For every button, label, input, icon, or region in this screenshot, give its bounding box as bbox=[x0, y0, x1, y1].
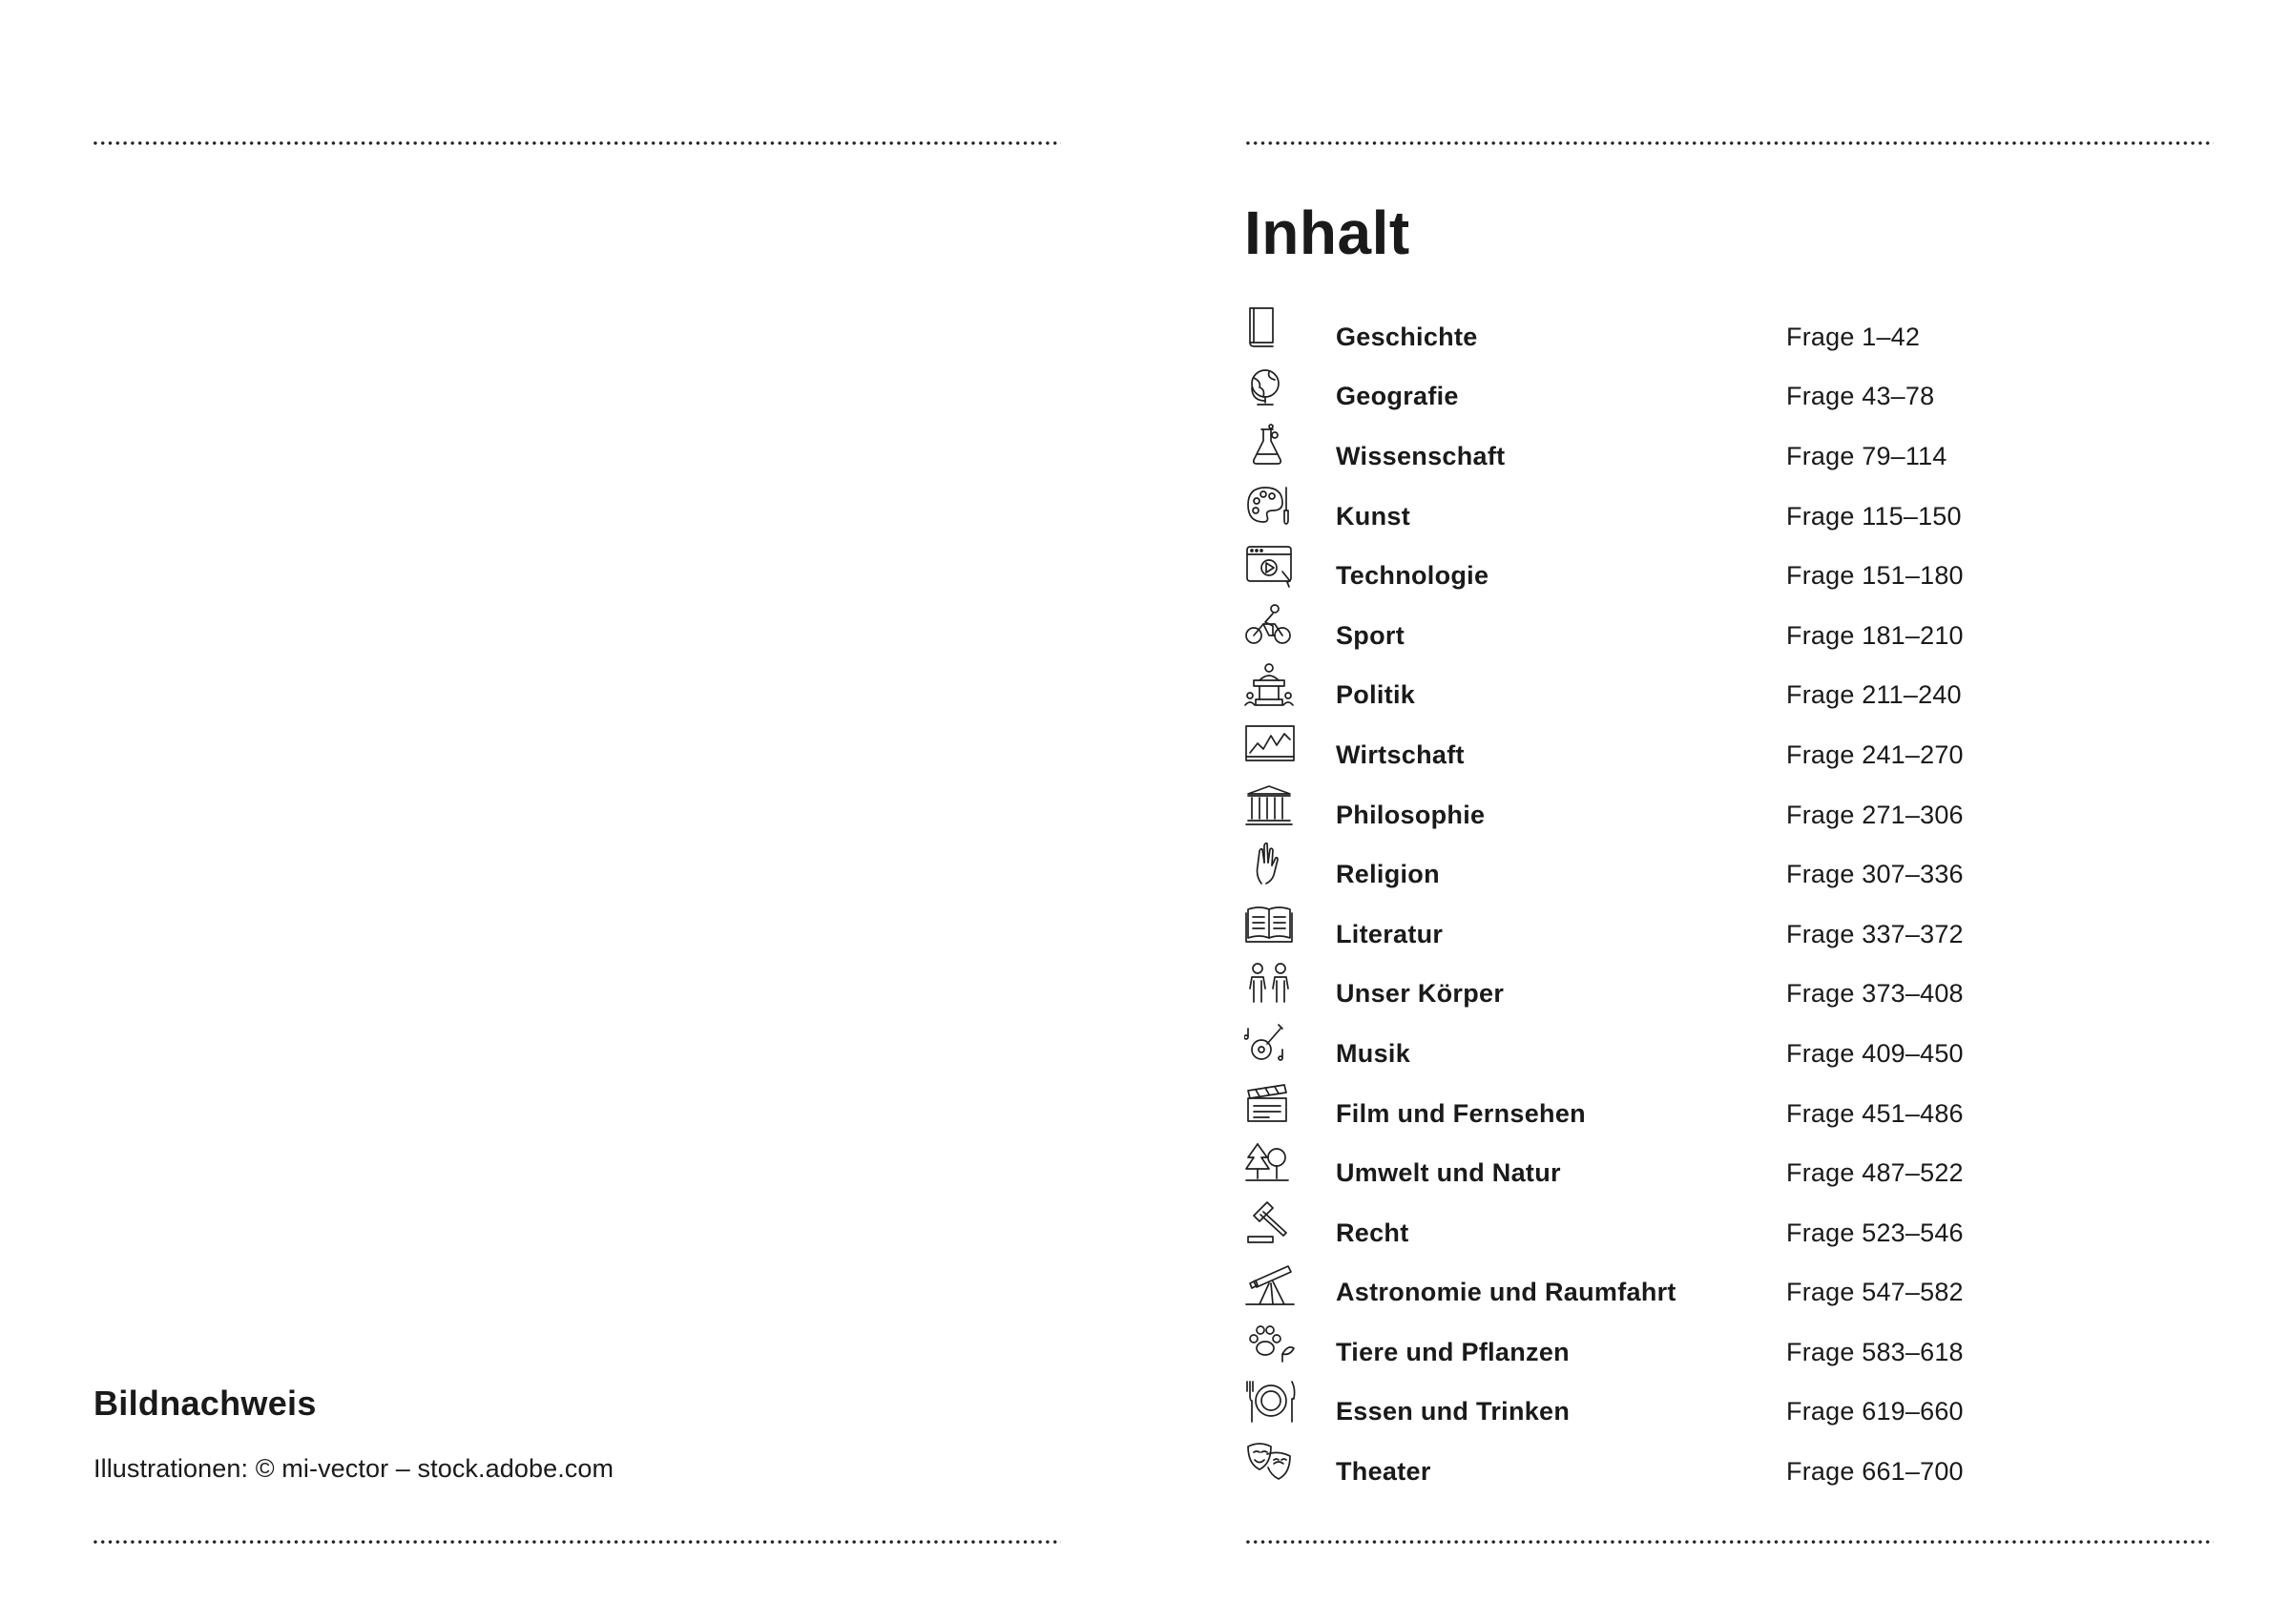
toc-entry-label: Wissenschaft bbox=[1336, 441, 1506, 470]
flask-icon bbox=[1244, 421, 1336, 481]
image-credits-text: Illustrationen: © mi-vector – stock.adobe.com bbox=[94, 1454, 614, 1483]
toc-entry-musik bbox=[1244, 1018, 2214, 1078]
telescope-icon bbox=[1244, 1258, 1336, 1318]
toc-entry-label: Astronomie und Raumfahrt bbox=[1336, 1278, 1676, 1307]
toc-entry-umwelt-und-natur bbox=[1244, 1137, 2214, 1197]
toc-entry-range: Frage 1–42 bbox=[1786, 322, 1921, 351]
toc-entry-label: Recht bbox=[1336, 1218, 1409, 1247]
stock-chart-icon bbox=[1244, 719, 1336, 780]
toc-entry-label: Umwelt und Natur bbox=[1336, 1158, 1561, 1188]
dotted-divider-bottom bbox=[1244, 1540, 2214, 1544]
trees-icon bbox=[1244, 1137, 1336, 1197]
toc-entry-range: Frage 79–114 bbox=[1786, 441, 1947, 470]
temple-icon bbox=[1244, 780, 1336, 840]
toc-entry-range: Frage 43–78 bbox=[1786, 382, 1935, 411]
toc-entry-range: Frage 337–372 bbox=[1786, 919, 1964, 948]
toc-entry-geografie bbox=[1244, 362, 2214, 422]
toc-entry-label: Film und Fernsehen bbox=[1336, 1098, 1586, 1128]
toc-entry-literatur bbox=[1244, 899, 2214, 959]
toc-entry-label: Sport bbox=[1336, 620, 1405, 650]
toc-entry-range: Frage 487–522 bbox=[1786, 1158, 1964, 1188]
toc-entry-range: Frage 211–240 bbox=[1786, 680, 1962, 710]
human-figures-icon bbox=[1244, 959, 1336, 1019]
toc-list bbox=[1244, 302, 2214, 1496]
toc-entry-range: Frage 619–660 bbox=[1786, 1397, 1964, 1426]
toc-entry-kunst bbox=[1244, 481, 2214, 541]
toc-entry-geschichte bbox=[1244, 302, 2214, 362]
podium-speaker-icon bbox=[1244, 660, 1336, 720]
toc-entry-label: Technologie bbox=[1336, 561, 1489, 591]
toc-entry-range: Frage 661–700 bbox=[1786, 1457, 1964, 1487]
toc-entry-politik bbox=[1244, 660, 2214, 720]
toc-entry-theater bbox=[1244, 1436, 2214, 1496]
toc-entry-technologie bbox=[1244, 540, 2214, 600]
dotted-divider-bottom bbox=[92, 1540, 1061, 1544]
toc-entry-range: Frage 451–486 bbox=[1786, 1098, 1964, 1128]
toc-entry-range: Frage 523–546 bbox=[1786, 1218, 1964, 1247]
toc-entry-range: Frage 181–210 bbox=[1786, 620, 1964, 650]
toc-entry-recht bbox=[1244, 1197, 2214, 1258]
toc-entry-label: Geografie bbox=[1336, 382, 1459, 411]
toc-entry-label: Unser Körper bbox=[1336, 979, 1505, 1009]
toc-entry-astronomie-und-raumfahrt bbox=[1244, 1258, 2214, 1318]
toc-entry-essen-und-trinken bbox=[1244, 1377, 2214, 1437]
palette-icon bbox=[1244, 481, 1336, 541]
toc-entry-label: Philosophie bbox=[1336, 800, 1486, 829]
toc-entry-range: Frage 115–150 bbox=[1786, 501, 1962, 531]
toc-entry-religion bbox=[1244, 839, 2214, 899]
toc-entry-label: Wirtschaft bbox=[1336, 739, 1465, 769]
toc-entry-label: Kunst bbox=[1336, 501, 1410, 531]
toc-entry-philosophie bbox=[1244, 780, 2214, 840]
theater-masks-icon bbox=[1244, 1436, 1336, 1496]
toc-entry-label: Religion bbox=[1336, 860, 1440, 889]
gavel-icon bbox=[1244, 1197, 1336, 1258]
toc-entry-label: Tiere und Pflanzen bbox=[1336, 1337, 1570, 1366]
toc-entry-label: Politik bbox=[1336, 680, 1416, 710]
toc-entry-range: Frage 307–336 bbox=[1786, 860, 1964, 889]
image-credits-heading: Bildnachweis bbox=[94, 1384, 317, 1423]
book-icon bbox=[1244, 302, 1336, 362]
toc-entry-label: Geschichte bbox=[1336, 322, 1478, 351]
toc-entry-label: Theater bbox=[1336, 1457, 1431, 1487]
toc-entry-film-und-fernsehen bbox=[1244, 1078, 2214, 1138]
paw-print-icon bbox=[1244, 1317, 1336, 1377]
globe-icon bbox=[1244, 362, 1336, 422]
toc-entry-range: Frage 271–306 bbox=[1786, 800, 1964, 829]
toc-entry-range: Frage 241–270 bbox=[1786, 739, 1964, 769]
clapperboard-icon bbox=[1244, 1078, 1336, 1138]
plate-cutlery-icon bbox=[1244, 1377, 1336, 1437]
dotted-divider-top bbox=[1244, 141, 2214, 145]
toc-entry-range: Frage 547–582 bbox=[1786, 1278, 1964, 1307]
toc-entry-wissenschaft bbox=[1244, 421, 2214, 481]
toc-entry-range: Frage 409–450 bbox=[1786, 1038, 1964, 1068]
guitar-notes-icon bbox=[1244, 1018, 1336, 1078]
praying-hands-icon bbox=[1244, 839, 1336, 899]
video-player-icon bbox=[1244, 540, 1336, 600]
right-page bbox=[1145, 0, 2290, 1624]
toc-entry-label: Musik bbox=[1336, 1038, 1411, 1068]
toc-entry-unser-koerper bbox=[1244, 959, 2214, 1019]
open-book-icon bbox=[1244, 899, 1336, 959]
cyclist-icon bbox=[1244, 600, 1336, 660]
toc-entry-tiere-und-pflanzen bbox=[1244, 1317, 2214, 1377]
toc-entry-range: Frage 583–618 bbox=[1786, 1337, 1964, 1366]
toc-entry-wirtschaft bbox=[1244, 719, 2214, 780]
toc-entry-label: Literatur bbox=[1336, 919, 1444, 948]
toc-entry-label: Essen und Trinken bbox=[1336, 1397, 1571, 1426]
toc-entry-sport bbox=[1244, 600, 2214, 660]
toc-entry-range: Frage 151–180 bbox=[1786, 561, 1964, 591]
dotted-divider-top bbox=[92, 141, 1061, 145]
toc-title: Inhalt bbox=[1244, 198, 1410, 267]
toc-entry-range: Frage 373–408 bbox=[1786, 979, 1964, 1009]
